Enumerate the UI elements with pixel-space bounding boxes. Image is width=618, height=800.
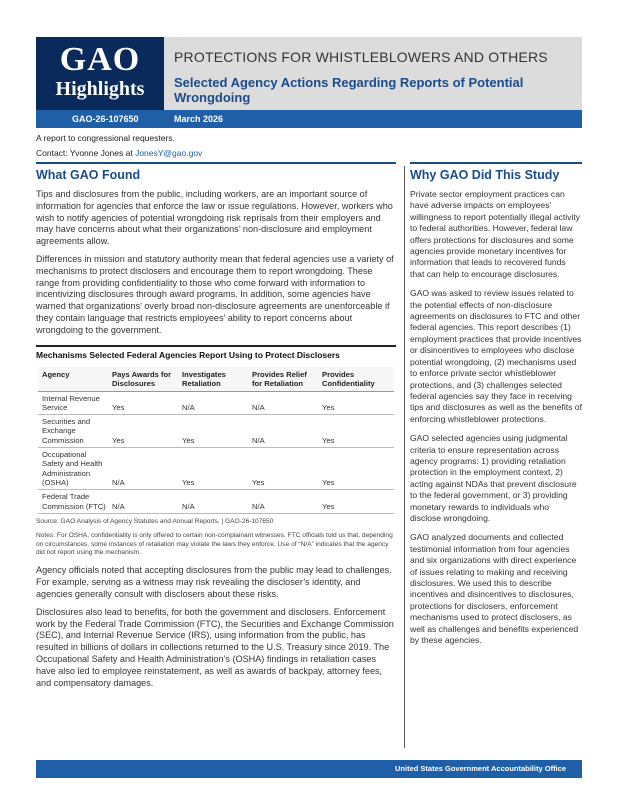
report-subtitle (174, 75, 582, 105)
why-paragraph-2: GAO was asked to review issues related to the potential effects of non-disclosure agreements on disclosures to FTC and other federal agencies. This report describes (1) employment practices that provide incentives or disincentives to employees who disclose potential wrongdoing, (2) mechanisms used to enforce private sector whistleblower protections, and (3) challenges selected federal agencies say they face in receiving tips and disclosures as well as the benefits of enforcing whistleblower protections. (410, 288, 582, 424)
gao-highlights-logo (36, 37, 164, 110)
table-row (38, 391, 394, 415)
contact-label: Contact: Yvonne Jones at (36, 148, 136, 158)
table-source: Source: GAO Analysis of Agency Statutes and Annual Reports. | GAO-26-107650 (36, 517, 274, 525)
table-cell: Yes (318, 448, 394, 490)
what-gao-found-section (36, 162, 396, 689)
table-notes: Notes: For OSHA, confidentiality is only offered to certain non-complainant witnesses. FTC officials told us that, depending on circumstances, some instances of retaliation may violate the laws they enforce. Use of “N/A” indicates that the agency did not report using the mechanism. (36, 532, 393, 557)
table-cell: Yes (178, 448, 248, 490)
what-gao-found-heading: What GAO Found (36, 162, 396, 183)
report-subtitle-line-2: Wrongdoing (174, 90, 251, 105)
table-cell: Yes (318, 391, 394, 415)
table-cell: N/A (108, 448, 178, 490)
table-title: Mechanisms Selected Federal Agencies Report Using to Protect Disclosers (36, 345, 396, 361)
table-cell-agency: Federal Trade Commission (FTC) (38, 490, 108, 514)
found-paragraph-4: Disclosures also lead to benefits, for both the government and disclosers. Enforcement work by the Federal Trade Commission (FTC), the Securities and Exchange Commission (SEC), and Internal Revenue Service (IRS), using information from the public, has resulted in billions of dollars in collections returned to the U.S. Treasury since 2019. The Occupational Safety and Health Administration’s (OSHA) findings in retaliation cases have also led to employee reinstatement, as well as awards of backpay, attorney fees, and compensatory damages. (36, 606, 394, 688)
table-cell: N/A (178, 490, 248, 514)
table-cell-agency: Securities and Exchange Commission (38, 415, 108, 448)
header-title-block (164, 37, 582, 110)
table-cell: Yes (318, 490, 394, 514)
logo-highlights-text: Highlights (55, 78, 145, 100)
why-paragraph-1: Private sector employment practices can have adverse impacts on employees’ willingness to report potentially illegal activity to federal authorities. However, federal law offers protections for disclosures and some agencies provide monetary incentives for information that leads to recovered funds that can help to encourage disclosures. (410, 189, 581, 279)
table-row (38, 490, 394, 514)
table-row (38, 415, 394, 448)
contact-email-link[interactable]: JonesY@gao.gov (135, 148, 203, 158)
table-cell: N/A (248, 415, 318, 448)
table-cell-agency: Occupational Safety and Health Administration (OSHA) (38, 448, 108, 490)
found-paragraph-1: Tips and disclosures from the public, including workers, are an important source of information for agencies that enforce the law or issue regulations. However, workers who wish to notify agencies of potential wrongdoing risk reprisals from their employers and may have concerns about what their organizations’ non-disclosure and employment agreements allow. (36, 189, 393, 247)
table-cell: N/A (178, 391, 248, 415)
table-header-row (38, 367, 394, 392)
why-paragraph-4: GAO analyzed documents and collected testimonial information from four agencies and six organizations with direct experience of issues relating to making and receiving disclosures. We used this to describe incentives and disincentives to disclosures, protections for disclosers, enforcement mechanisms used to protect disclosers, as well as challenges and benefits experienced by these agencies. (410, 532, 579, 646)
table-cell: Yes (318, 415, 394, 448)
footer-org-name: United States Government Accountability Office (394, 764, 566, 773)
mechanisms-table (38, 367, 394, 514)
report-date: March 2026 (174, 114, 224, 124)
table-cell: N/A (248, 490, 318, 514)
report-id: GAO-26-107650 (72, 114, 139, 124)
col-header-pays-awards: Pays Awards for Disclosures (108, 367, 178, 392)
table-cell: Yes (108, 415, 178, 448)
table-cell: N/A (108, 490, 178, 514)
col-header-agency: Agency (38, 367, 108, 392)
found-paragraph-3: Agency officials noted that accepting disclosures from the public may lead to challenges. For example, serving as a witness may risk revealing the discloser’s identity, and agencies generally consult with disclosers about these risks. (36, 565, 392, 600)
why-gao-heading: Why GAO Did This Study (410, 162, 582, 183)
column-divider (404, 166, 405, 748)
table-cell: Yes (108, 391, 178, 415)
requesters-note: A report to congressional requesters. (36, 133, 175, 143)
col-header-confidentiality: Provides Confidentiality (318, 367, 394, 392)
contact-line (36, 148, 202, 159)
table-cell-agency: Internal Revenue Service (38, 391, 108, 415)
col-header-relief: Provides Relief for Retaliation (248, 367, 318, 392)
footer-bar (36, 760, 582, 778)
table-cell: Yes (178, 415, 248, 448)
table-cell: Yes (248, 448, 318, 490)
found-paragraph-2: Differences in mission and statutory authority mean that federal agencies use a variety of mechanisms to protect disclosers and encourage them to report wrongdoing. These range from providing confidentiality to those who come forward with information to incentivizing disclosures through award programs. In addition, some agencies have warned that organizations’ overly broad non-disclosure agreements are unenforceable if they contain language that restricts employees’ ability to report concerns about wrongdoing to the government. (36, 253, 394, 335)
table-cell: N/A (248, 391, 318, 415)
why-gao-did-this-study-section (410, 162, 582, 646)
col-header-investigates: Investigates Retaliation (178, 367, 248, 392)
table-row (38, 448, 394, 490)
report-topic: PROTECTIONS FOR WHISTLEBLOWERS AND OTHERS (174, 49, 548, 65)
report-info-bar (36, 110, 582, 128)
report-subtitle-line-1: Selected Agency Actions Regarding Reports of Potential (174, 75, 524, 90)
why-paragraph-3: GAO selected agencies using judgmental criteria to ensure representation across agency programs: 1) providing retaliation protection in the employment context, 2) acting against NDAs that prevent disclosure to the federal government, or 3) providing monetary rewards to individuals who disclose wrongdoing. (410, 433, 577, 523)
logo-gao-text: GAO (59, 41, 141, 78)
